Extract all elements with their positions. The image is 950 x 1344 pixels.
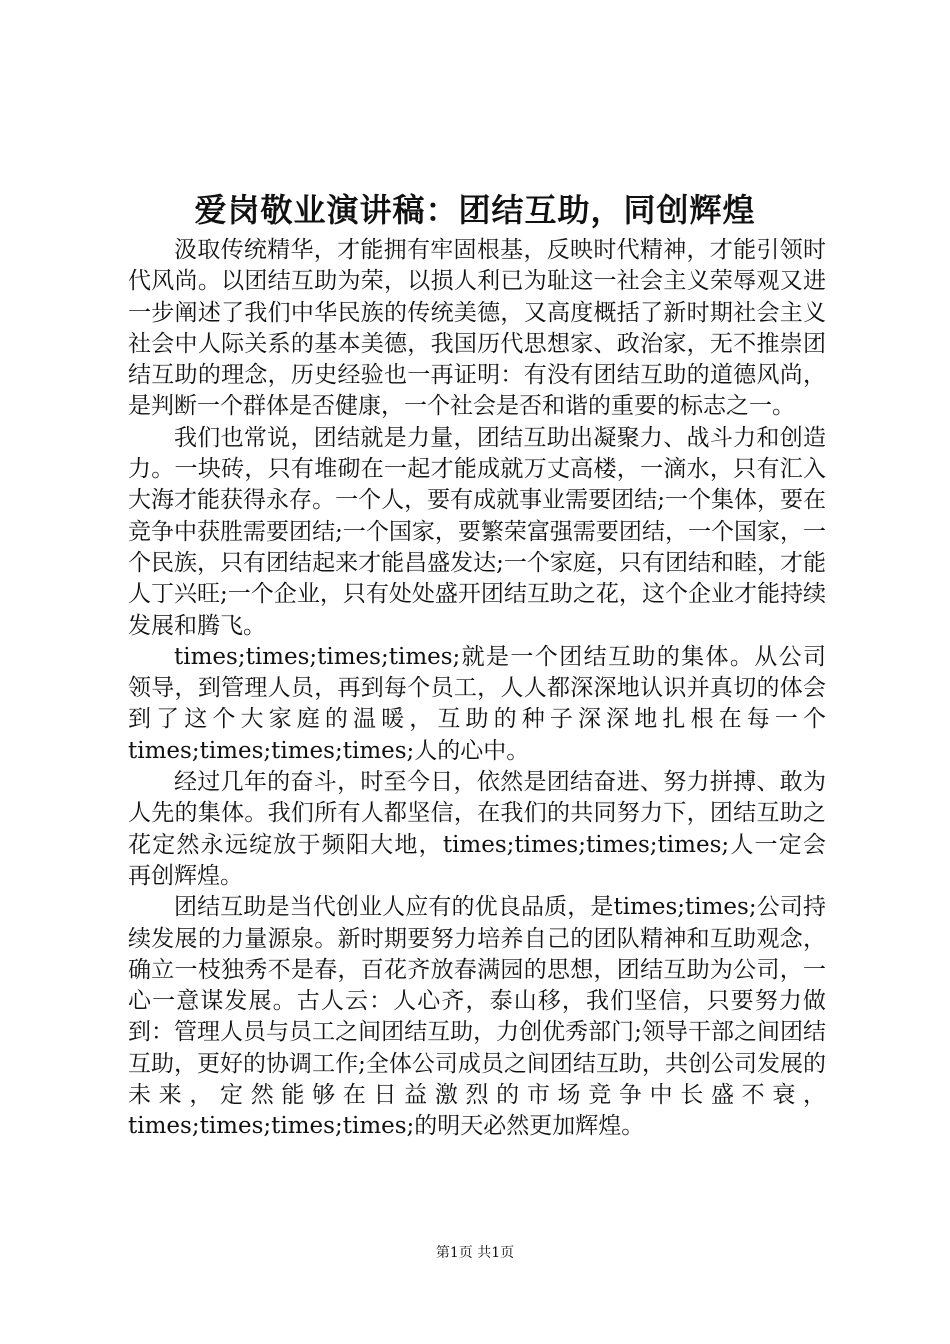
paragraph-1: 汲取传统精华，才能拥有牢固根基，反映时代精神，才能引领时代风尚。以团结互助为荣，以损人利已为耻这一社会主义荣辱观又进一步阐述了我们中华民族的传统美德，又高度概括了新时期社会主义社会中人际关系的基本美德，我国历代思想家、政治家，无不推崇团结互助的理念，历史经验也一再证明：有没有团结互助的道德风尚，是判断一个群体是否健康，一个社会是否和谐的重要的标志之一。 bbox=[128, 237, 826, 420]
document-title: 爱岗敬业演讲稿：团结互助，同创辉煌 bbox=[194, 191, 756, 229]
paragraph-5: 团结互助是当代创业人应有的优良品质，是times;times;公司持续发展的力量源泉。新时期要努力培养自己的团队精神和互助观念，确立一枝独秀不是春，百花齐放春满园的思想，团结互助为公司，一心一意谋发展。古人云：人心齐，泰山移，我们坚信，只要努力做到：管理人员与员工之间团结互助，力创优秀部门;领导干部之间团结互助，更好的协调工作;全体公司成员之间团结互助，共创公司发展的未来，定然能够在日益激烈的市场竞争中长盛不衰，times;times;times;times;的明天必然更加辉煌。 bbox=[128, 894, 826, 1140]
paragraph-3: times;times;times;times;就是一个团结互助的集体。从公司领导，到管理人员，再到每个员工，人人都深深地认识并真切的体会到了这个大家庭的温暖，互助的种子深深地扎根在每一个times;times;times;times;人的心中。 bbox=[128, 643, 826, 764]
paragraph-4: 经过几年的奋斗，时至今日，依然是团结奋进、努力拼搏、敢为人先的集体。我们所有人都坚信，在我们的共同努力下，团结互助之花定然永远绽放于频阳大地，times;times;times;times;人一定会再创辉煌。 bbox=[128, 769, 826, 889]
document-body bbox=[128, 235, 826, 1143]
page-number-footer: 第1页 共1页 bbox=[435, 1245, 515, 1261]
paragraph-2: 我们也常说，团结就是力量，团结互助出凝聚力、战斗力和创造力。一块砖，只有堆砌在一起才能成就万丈高楼，一滴水，只有汇入大海才能获得永存。一个人，要有成就事业需要团结;一个集体，要在竞争中获胜需要团结;一个国家，要繁荣富强需要团结，一个国家，一个民族，只有团结起来才能昌盛发达;一个家庭，只有团结和睦，才能人丁兴旺;一个企业，只有处处盛开团结互助之花，这个企业才能持续发展和腾飞。 bbox=[128, 424, 826, 639]
